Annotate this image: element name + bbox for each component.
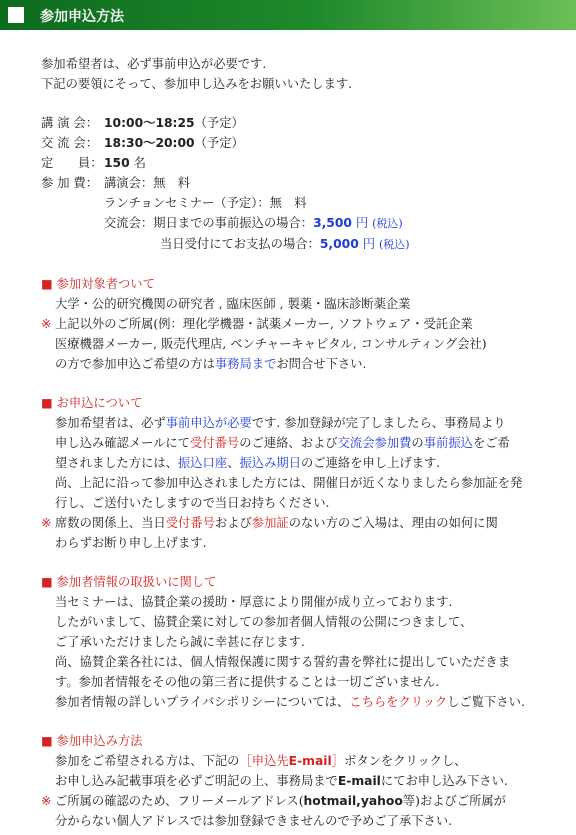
target-section-title: ■ 参加対象者ついて [41,277,155,291]
yen-2: 円 [362,237,376,251]
privacy-line-1: 当セミナーは、協賛企業の援助・厚意により開催が成り立っております. [55,595,453,609]
text: 望されました方には、 [55,456,178,470]
text: のご連絡、および [239,436,338,450]
text: 参加者情報の詳しいプライバシポリシーについては、 [55,695,350,709]
text: のご連絡を申し上げます. [301,456,441,470]
apply-line-2 [41,433,571,453]
method-section-title: ■ 参加申込み方法 [41,734,143,748]
section-header [0,0,576,30]
text: 、 [227,456,240,470]
highlight: 受付番号 [190,436,240,450]
privacy-line-4: 尚、協賛企業各社には、個人情報保護に関する誓約書を弊社に提出していただきま [55,655,510,669]
apply-line-4: 尚、上記に沿って参加申込されました方には、開催日が近くなりましたら参加証を発 [55,476,523,490]
highlight: 受付番号 [165,516,215,530]
capacity-value: 150 [104,156,130,170]
email-text: E-mail [337,774,381,788]
lecture-note: （予定） [194,116,244,130]
method-note [41,791,571,831]
text: お問合せ下さい. [276,357,367,371]
fee-label: 参 加 費： [41,176,99,190]
highlight: 事前振込 [423,436,473,450]
email-button-ref: ］ [331,754,345,768]
exchange-time: 18:30～20:00 [104,136,195,150]
text: です. 参加登録が完了しましたら、事務局より [251,416,506,430]
method-note-line-1 [55,791,506,811]
fee-exchange-pre-value: 3,500 [313,216,352,230]
fee-lunch: ランチョンセミナー（予定）：無 料 [104,196,307,210]
text: しご覧下さい. [447,695,525,709]
apply-line-1 [41,413,571,433]
target-note-line-2: 医療機器メーカー, 販売代理店, ベンチャーキャピタル, コンサルティング会社) [55,337,487,351]
exchange-row [41,133,571,153]
fee-exchange-onsite-value: 5,000 [319,237,359,251]
content [41,54,571,831]
privacy-line-5: す。参加者情報をその他の第三者に提供することは一切ございません. [55,675,440,689]
target-note-line-3 [55,354,487,374]
fee-lecture: 講演会：無 料 [104,176,191,190]
fee-exchange-pre-label: 交流会：期日までの事前振込の場合： [104,216,314,230]
privacy-policy-link[interactable]: こちらをクリック [349,695,448,709]
text: 申し込み確認メールにて [55,436,191,450]
fee-exchange-pre [41,213,571,234]
intro-line-2: 下記の要領にそって、参加申し込みをお願いいたします. [41,77,353,91]
text: の [411,436,424,450]
apply-note [41,513,571,553]
highlight: 参加証 [251,516,289,530]
email-button-ref: E-mail [288,754,332,768]
note-mark: ※ [41,516,52,530]
text: 参加希望者は、必ず [55,416,166,430]
apply-note-line-2: わらずお断り申し上げます. [55,536,207,550]
tax-2: (税込) [378,238,410,251]
highlight: 振込み期日 [239,456,301,470]
exchange-label: 交 流 会： [41,136,99,150]
text: ボタンをクリックし、 [344,754,467,768]
fee-row [41,173,571,193]
capacity-row [41,153,571,173]
text: および [214,516,252,530]
capacity-label: 定 員： [41,156,103,170]
email-button-ref: ［申込先 [239,754,289,768]
highlight: 交流会参加費 [337,436,412,450]
privacy-line-6 [41,692,571,712]
highlight: 振込口座 [177,456,228,470]
method-line-2 [41,771,571,791]
lecture-row [41,113,571,133]
capacity-unit: 名 [133,156,146,170]
target-note-line-1: 上記以外のご所属(例：理化学機器・試薬メーカー, ソフトウェア・受託企業 [55,317,473,331]
text: 等)およびご所属が [402,794,506,808]
privacy-line-3: ご了承いただけましたら誠に幸甚に存じます. [55,635,305,649]
lecture-label: 講 演 会： [41,116,99,130]
freemail-text: hotmail,yahoo [303,794,403,808]
method-line-1 [41,751,571,771]
target-line-1: 大学・公的研究機関の研究者 , 臨床医師 , 製薬・臨床診断薬企業 [55,297,411,311]
text: 参加をご希望される方は、下記の [55,754,240,768]
text: の方で参加申込ご希望の方は [55,357,215,371]
intro-line-1: 参加希望者は、必ず事前申込が必要です. [41,57,267,71]
privacy-section-title: ■ 参加者情報の取扱いに関して [41,575,217,589]
note-mark: ※ [41,794,52,808]
text: 席数の関係上、当日 [55,516,166,530]
text: お申し込み記載事項を必ずご明記の上、事務局まで [55,774,338,788]
highlight: 事前申込が必要 [165,416,252,430]
fee-exchange-onsite [41,234,571,255]
method-note-line-2: 分からない個人アドレスでは参加登録できませんので予めご了承下さい. [55,814,453,828]
exchange-note: （予定） [194,136,244,150]
target-note [41,314,571,374]
header-square-icon [8,7,24,23]
apply-section-title: ■ お申込について [41,396,143,410]
apply-note-line-1 [55,513,498,533]
text: ご所属の確認のため、フリーメールアドレス( [55,794,304,808]
text: をご希 [472,436,510,450]
note-mark: ※ [41,317,52,331]
apply-line-3 [41,453,571,473]
text: にてお申し込み下さい. [380,774,508,788]
office-link[interactable]: 事務局まで [214,357,277,371]
text: のない方のご入場は、理由の如何に関 [288,516,498,530]
fee-exchange-onsite-label: 当日受付にてお支払の場合： [160,237,320,251]
header-title: 参加申込方法 [40,9,124,25]
yen-1: 円 [355,216,369,230]
tax-1: (税込) [372,217,403,230]
privacy-line-2: したがいまして、協賛企業に対しての参加者個人情報の公開につきまして、 [55,615,473,629]
apply-line-5: 行し、ご送付いたしますので当日お持ちください. [55,496,330,510]
lecture-time: 10:00～18:25 [104,116,195,130]
